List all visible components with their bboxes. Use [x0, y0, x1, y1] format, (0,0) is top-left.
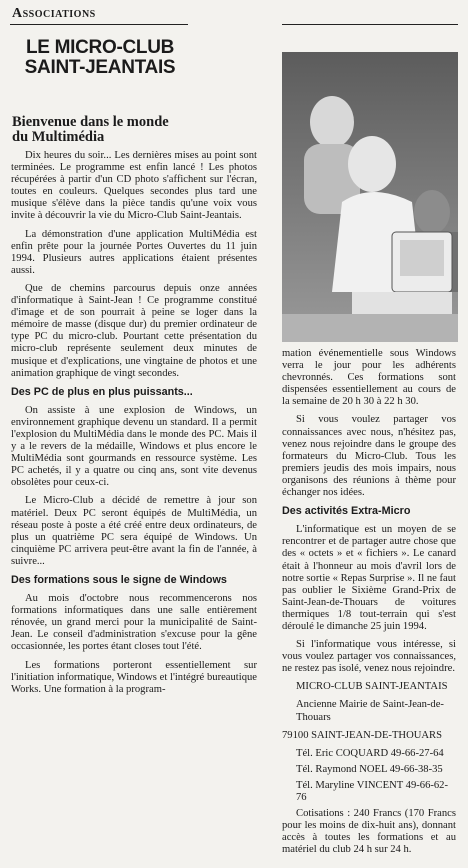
club-photo-illustration [282, 52, 458, 342]
paragraph: L'informatique est un moyen de se rencontrer et de partager autre chose que des « octets » et « fichiers ». Le canard était à l'honneur au mois d'avril lors de notre sortie « Repas Surprise ». Il ne faut pas oublier le Sixième Grand-Prix de Saint-Jean-de-Thouars de voitures thermiques 1/8 tout-terrain qui s'est déroulé le dimanche 25 juin 1994. [282, 524, 456, 632]
membership-dues: Cotisations : 240 Francs (170 Francs pour les moins de dix-huit ans), donnant accès à toutes les formations et au matériel du club 24 h sur 24 h. [282, 808, 456, 856]
article-title-line2: SAINT-JEANTAIS [24, 57, 176, 78]
club-name: MICRO-CLUB SAINT-JEANTAIS [296, 681, 448, 693]
paragraph: Au mois d'octobre nous recommencerons nos formations informatiques dans une salle entièrement rénovée, un grand merci pour la municipalité de Saint-Jean. Le conseil d'administration s'excuse pour la gêne occasionnée, les portes étant closes tout l'été. [11, 593, 257, 653]
article-title [10, 38, 190, 78]
intro-heading [12, 115, 192, 145]
address-line-1: Ancienne Mairie de Saint-Jean-de-Thouars [296, 699, 444, 723]
paragraph: Que de chemins parcourus depuis onze années d'informatique à Saint-Jean ! Ce programme constitué d'image et de son pourrait à peine se loger dans la mémoire de masse (disque dur) du premier ordinateur de type PC du micro-club. Pourtant cette présentation du micro-club représente seulement deux minutes de musique et d'explications, une vingtaine de photos et une animation graphique de vingt secondes. [11, 282, 257, 379]
paragraph: On assiste à une explosion de Windows, un environnement graphique devenu un standard. Il a permit l'explosion du MultiMédia dans le monde des PC. Mais il y a le revers de la médaille, Windows et plus encore le MultiMédia sont gourmands en ressource système. Les PC achetés, il y a quatre ou cinq ans, sont vite devenus obsolètes pour ceux-ci. [11, 404, 257, 489]
paragraph: Si vous voulez partager vos connaissances avec nous, n'hésitez pas, venez nous rejoindre dans le groupe des formateurs du Micro-Club. Tous les premiers jeudis des mois impairs, nous organisons des réunions à thème pour échanger nos idées. [282, 414, 456, 499]
phone-contact-2: Tél. Raymond NOEL 49-66-38-35 [296, 763, 443, 775]
phone-contact-1: Tél. Eric COQUARD 49-66-27-64 [296, 747, 444, 759]
article-column-2 [282, 348, 456, 862]
paragraph: mation événementielle sous Windows verra le jour pour les adhérents chevronnés. Ces formations sont dispensées essentiellement au cours de la semaine de 20 h 30 à 22 h 30. [282, 348, 456, 408]
phone-contact-3: Tél. Maryline VINCENT 49-66-62-76 [296, 779, 449, 803]
subheading-pc: Des PC de plus en plus puissants... [11, 385, 193, 398]
paragraph: Le Micro-Club a décidé de remettre à jour son matériel. Deux PC seront équipés de MultiMédia, un réseau poste à poste a été créé entre deux ordinateurs, de plus un quatrième PC sera équipé de Windows. Un cinquième PC arrivera peut-être avant la fin de l'année, à suivre... [11, 495, 257, 567]
subheading-extra-micro: Des activités Extra-Micro [282, 505, 411, 518]
paragraph: La démonstration d'une application MultiMédia est enfin prête pour la journée Portes Ouvertes du 11 juin 1994. Plusieurs autres applications étaient présentes aussi. [11, 228, 257, 276]
paragraph: Dix heures du soir... Les dernières mises au point sont terminées. Le programme est enfin lancé ! Les photos récupérées à partir d'un CD photo s'affichent sur l'écran, toutes en couleurs. Quelques secondes plus tard une musique s'élève dans la pièce tandis qu'une voix vous invite à découvrir la vie du Micro-Club Saint-Jeantais. [11, 150, 257, 222]
section-label: Associations [12, 6, 96, 21]
header-rule-right [282, 24, 458, 25]
article-title-line1: LE MICRO-CLUB [25, 37, 175, 58]
intro-heading-line1: Bienvenue dans le monde [12, 114, 169, 130]
header-rule-left [10, 24, 188, 25]
address-line-2: 79100 SAINT-JEAN-DE-THOUARS [282, 729, 442, 741]
subheading-formations: Des formations sous le signe de Windows [11, 574, 227, 586]
intro-heading-line2: du Multimédia [12, 129, 105, 145]
article-column-1 [11, 150, 257, 702]
paragraph: Les formations porteront essentiellement sur l'initiation informatique, Windows et l'intégré bureautique Works. Une formation à la program- [11, 659, 257, 695]
paragraph: Si l'informatique vous intéresse, si vous voulez partager vos connaissances, ne restez pas isolé, venez nous rejoindre. [282, 639, 456, 675]
club-photo [282, 52, 458, 342]
